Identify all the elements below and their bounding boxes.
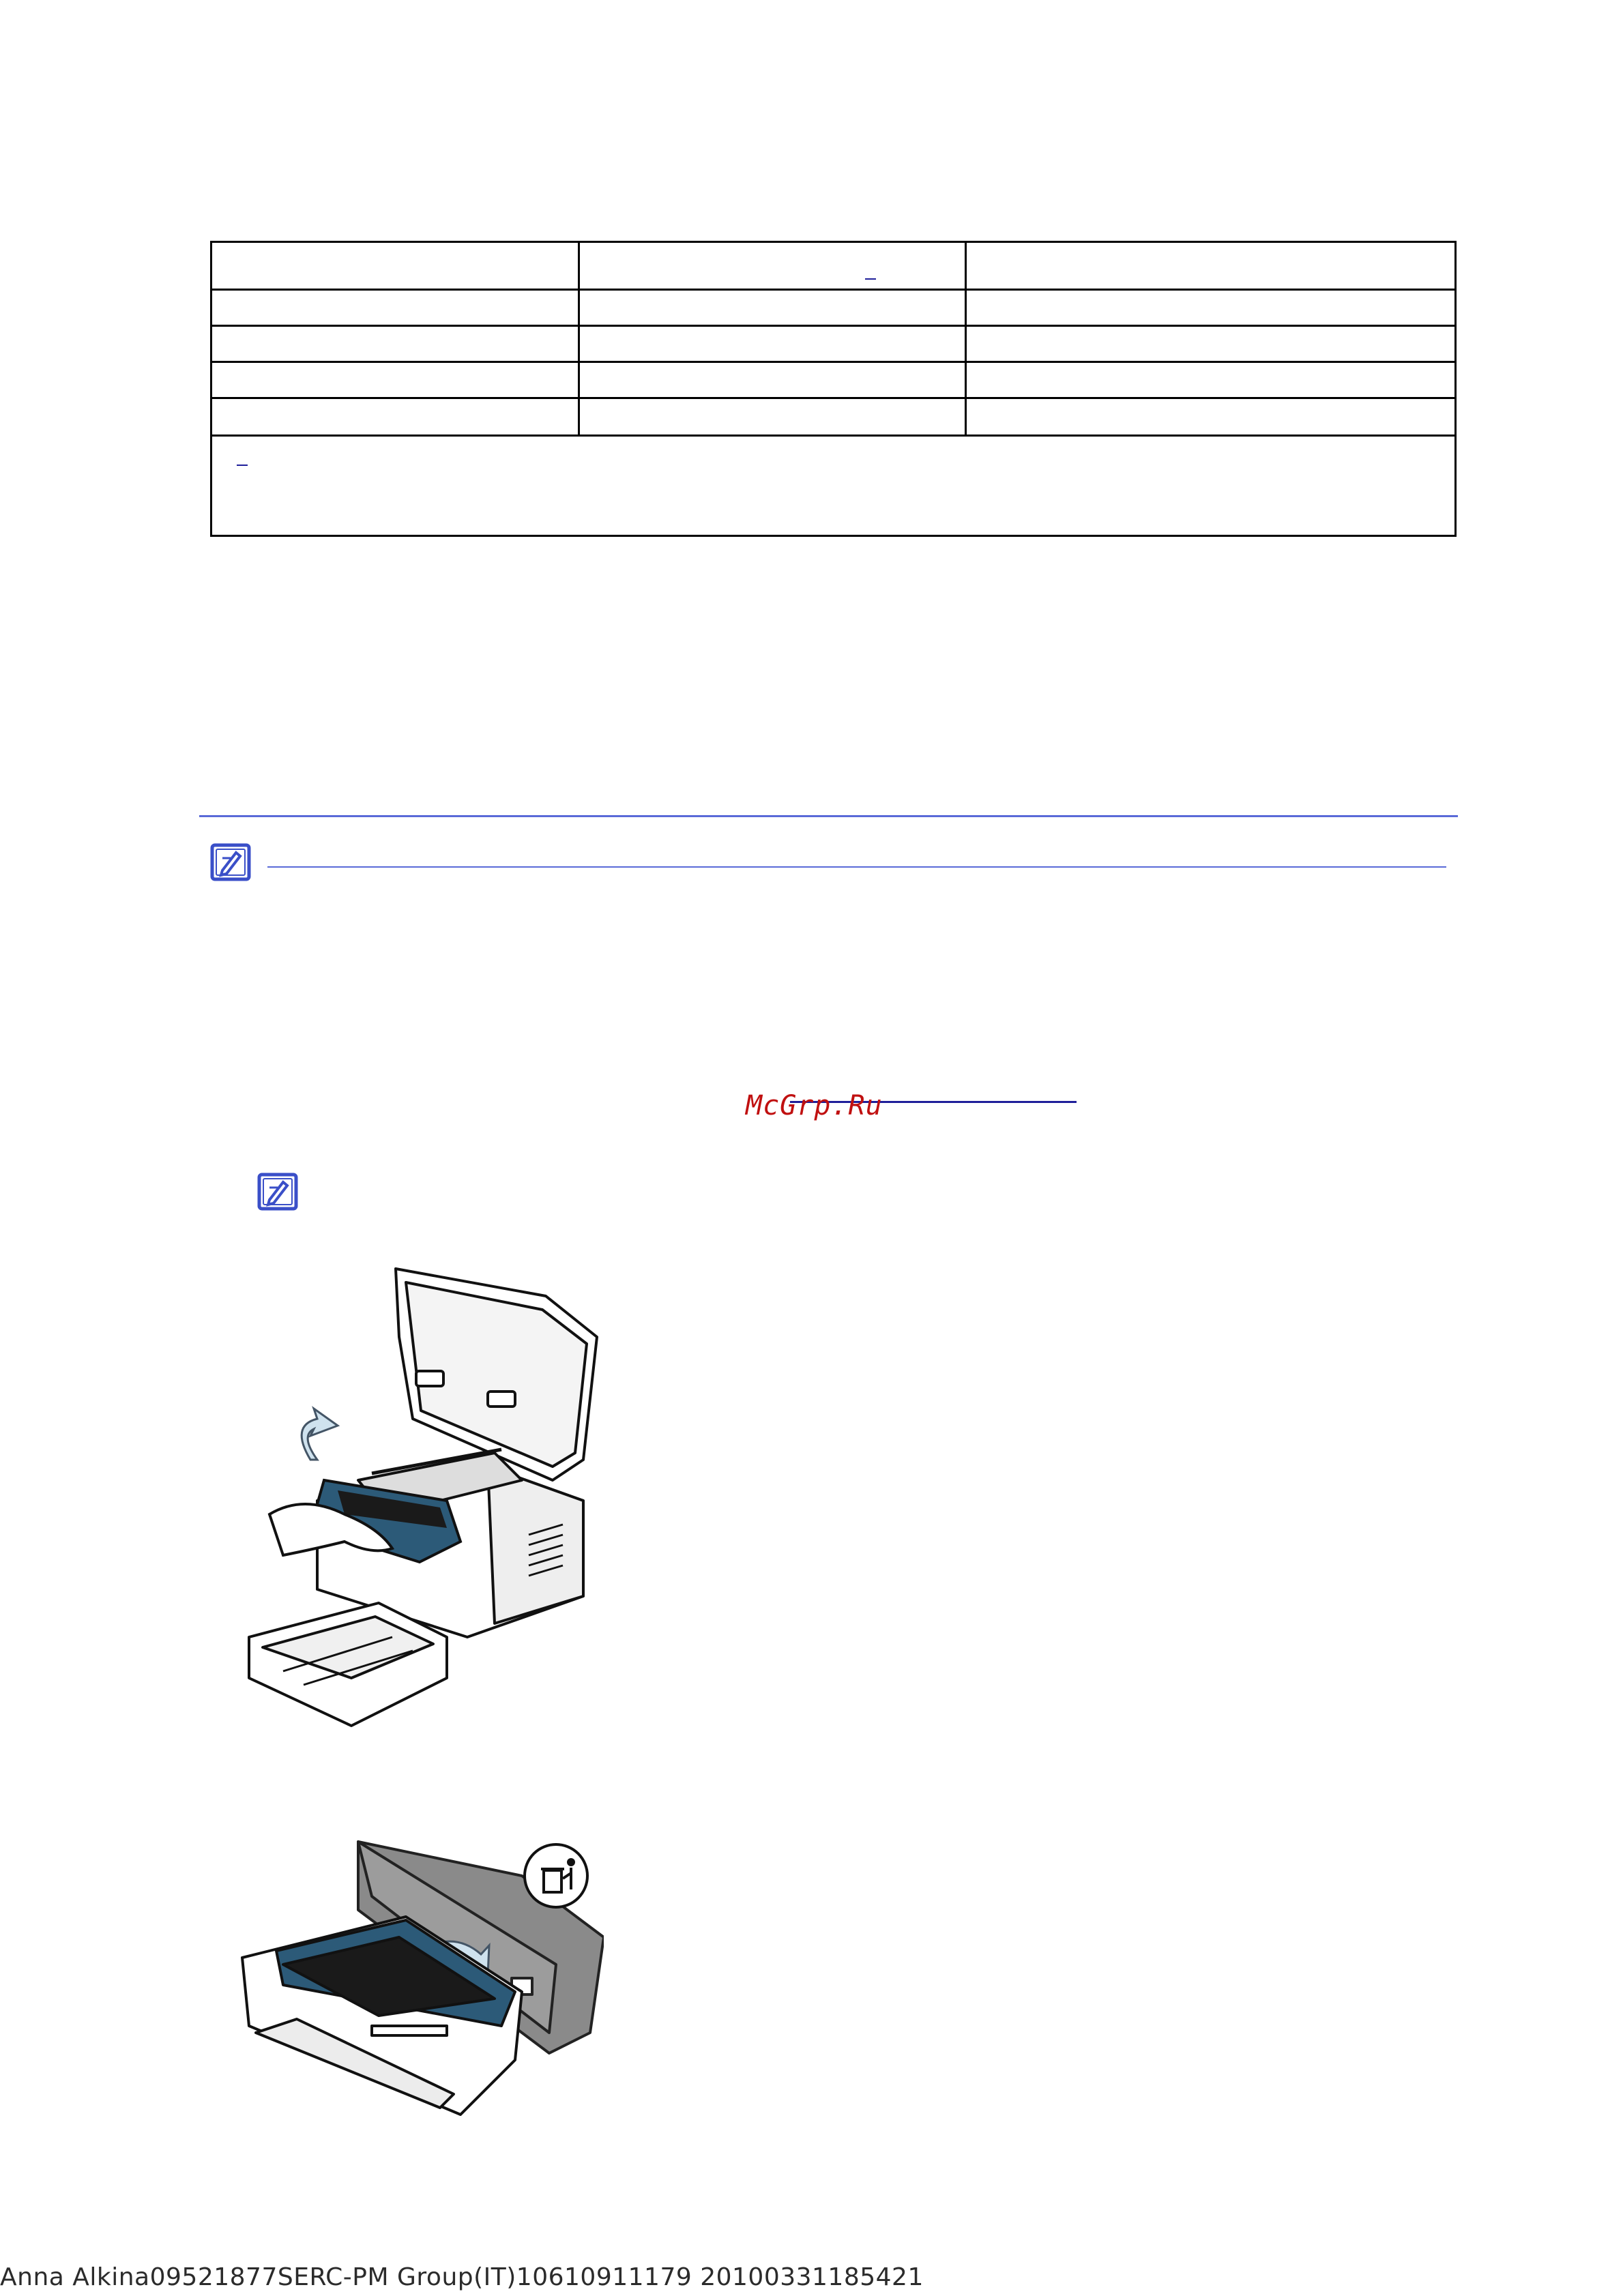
watermark-text: McGrp.Ru <box>746 1090 883 1121</box>
footnote-reference-link[interactable] <box>865 278 876 280</box>
table-footnote-divider <box>212 435 1454 437</box>
table-row-divider <box>212 361 1454 363</box>
section-divider <box>199 815 1458 817</box>
table-column-divider <box>578 243 580 437</box>
note-pencil-icon <box>210 843 251 881</box>
spec-table <box>210 241 1457 537</box>
table-row-divider <box>212 397 1454 399</box>
note-underline <box>267 866 1446 868</box>
toner-cartridge-packaging-figure <box>235 1828 604 2128</box>
document-footer-meta: Anna Alkina09521877SERC-PM Group(IT)10610911179 20100331185421 <box>0 2263 924 2291</box>
table-row-divider <box>212 289 1454 291</box>
table-row-divider <box>212 325 1454 327</box>
printer-open-toner-figure <box>242 1255 624 1746</box>
footnote-anchor-link[interactable] <box>237 465 248 466</box>
table-column-divider <box>965 243 967 437</box>
trash-bin-person-icon <box>525 1844 587 1907</box>
note-pencil-icon <box>257 1173 298 1211</box>
